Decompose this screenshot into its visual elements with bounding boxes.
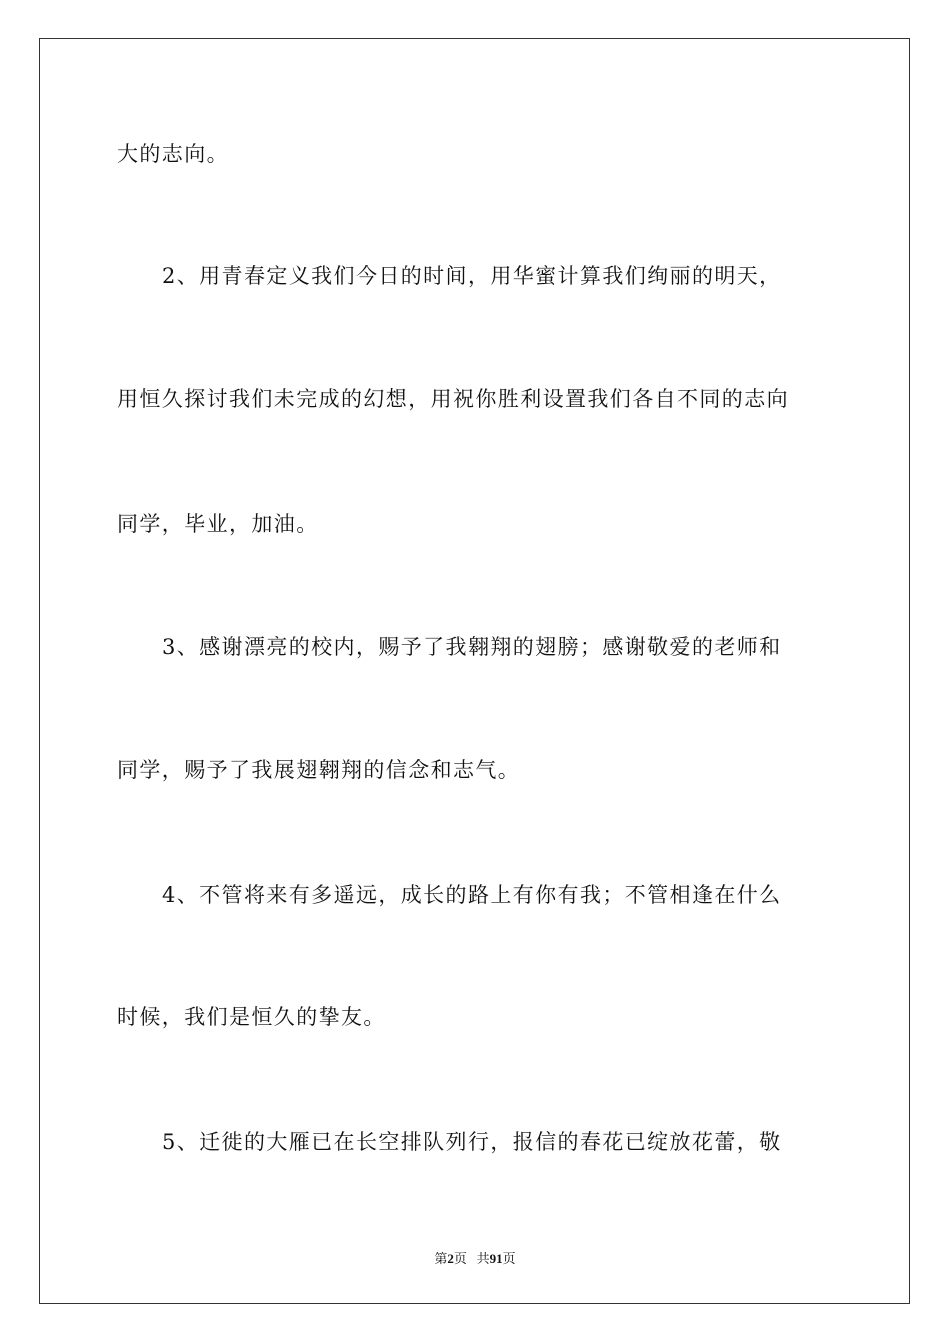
footer-total-pages: 91 — [489, 1251, 503, 1266]
footer-page-prefix: 第 — [434, 1251, 448, 1266]
text-line: 5、迁徙的大雁已在长空排队列行，报信的春花已绽放花蕾，敬 — [162, 1130, 782, 1154]
text-line: 2、用青春定义我们今日的时间，用华蜜计算我们绚丽的明天， — [162, 264, 782, 288]
text-line: 用恒久探讨我们未完成的幻想，用祝你胜利设置我们各自不同的志向 — [117, 387, 789, 411]
text-line: 同学，赐予了我展翅翱翔的信念和志气。 — [117, 758, 521, 782]
page-footer — [0, 1248, 950, 1267]
footer-total-prefix: 共 — [476, 1251, 490, 1266]
text-line: 4、不管将来有多遥远，成长的路上有你有我；不管相逢在什么 — [162, 883, 782, 907]
footer-page-number: 2 — [447, 1251, 454, 1266]
text-line: 3、感谢漂亮的校内，赐予了我翱翔的翅膀；感谢敬爱的老师和 — [162, 635, 782, 659]
text-line: 时候，我们是恒久的挚友。 — [117, 1005, 386, 1029]
text-line: 大的志向。 — [117, 142, 229, 166]
footer-total-suffix: 页 — [502, 1251, 516, 1266]
footer-page-suffix: 页 — [453, 1251, 467, 1266]
text-line: 同学，毕业，加油。 — [117, 512, 319, 536]
page-border — [39, 38, 910, 1304]
